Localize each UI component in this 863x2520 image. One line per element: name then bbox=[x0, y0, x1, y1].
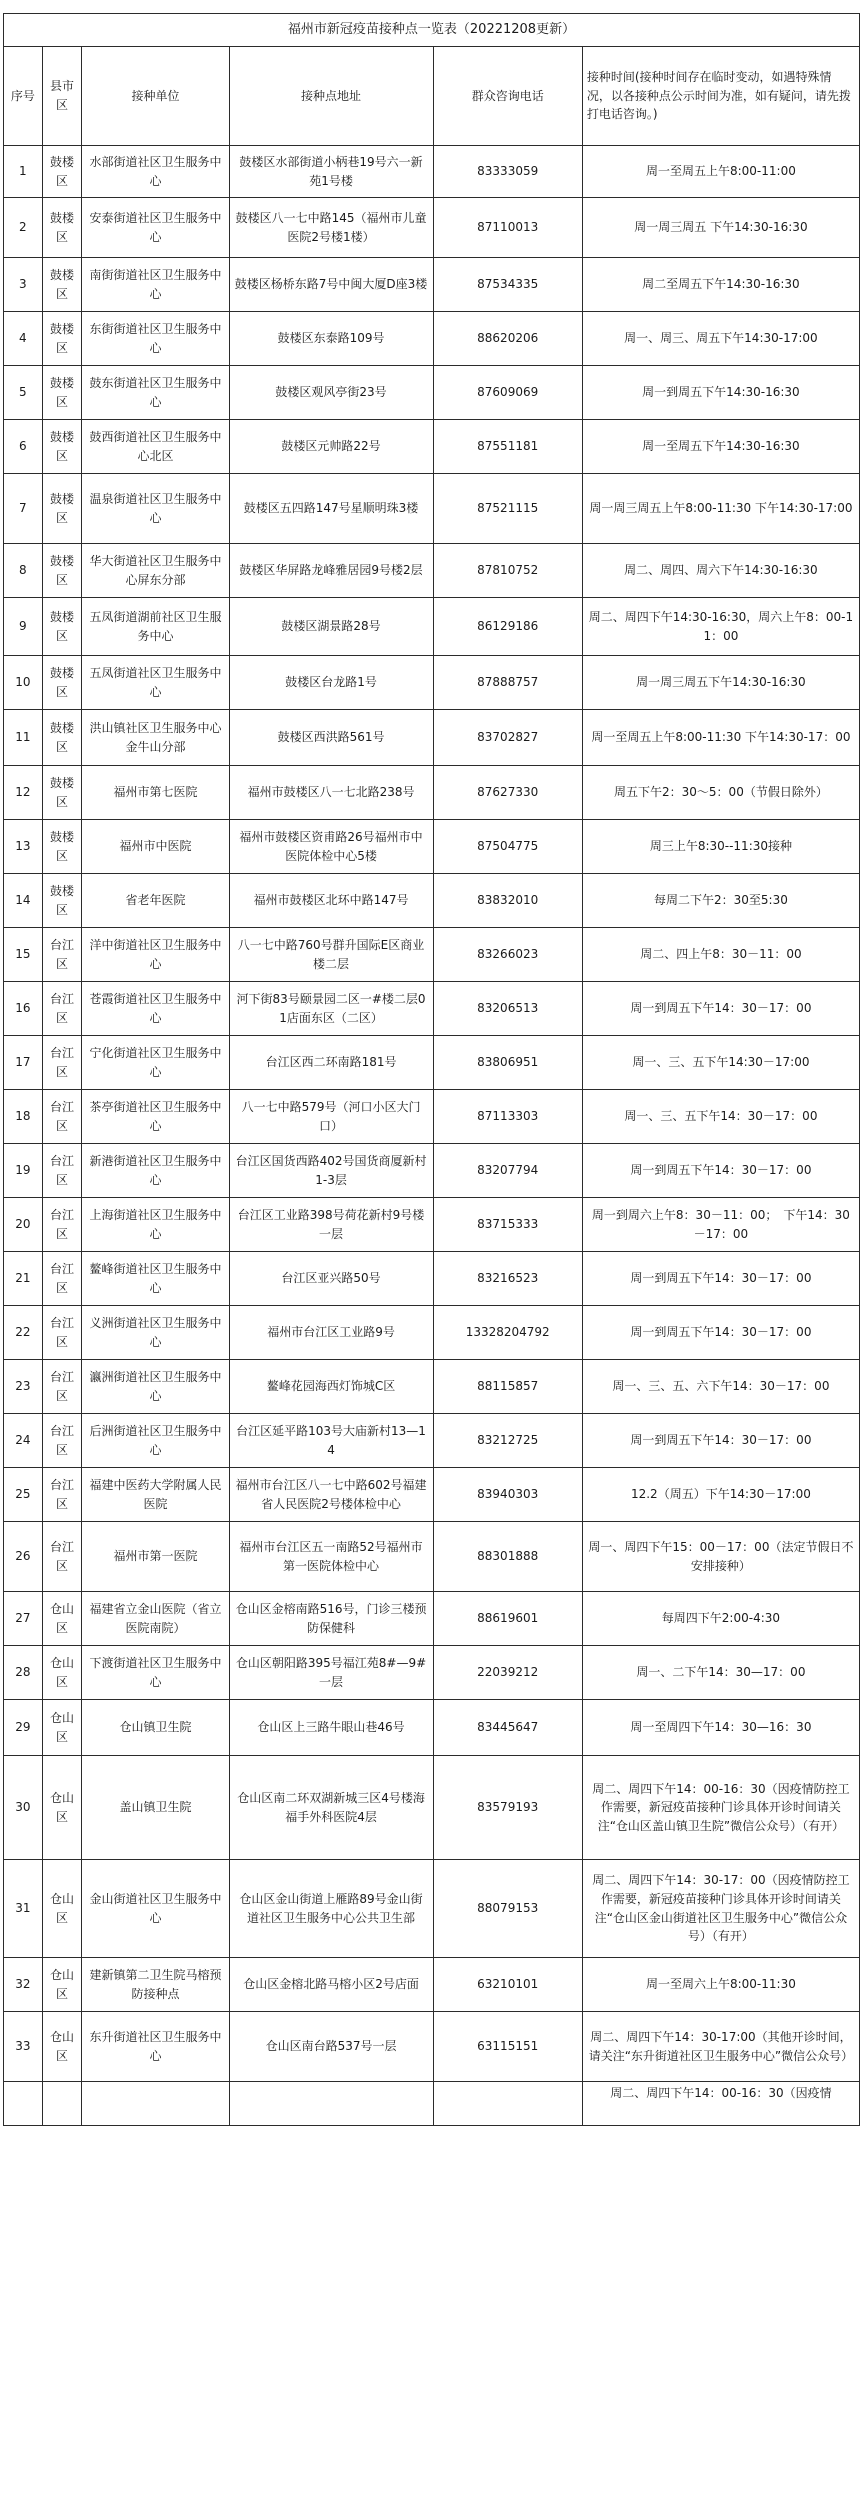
cell-phone: 13328204792 bbox=[433, 1306, 582, 1360]
cell-address: 福州市鼓楼区北环中路147号 bbox=[229, 874, 433, 928]
cell-unit: 鼓西街道社区卫生服务中心北区 bbox=[82, 420, 229, 474]
cell-address: 台江区亚兴路50号 bbox=[229, 1252, 433, 1306]
cell-no: 27 bbox=[4, 1592, 43, 1646]
cell-unit: 水部街道社区卫生服务中心 bbox=[82, 146, 229, 198]
cell-time: 周一至周四下午14：30—16：30 bbox=[582, 1700, 859, 1756]
cell-district: 鼓楼区 bbox=[42, 146, 82, 198]
cell-address: 鼓楼区八一七中路145（福州市儿童医院2号楼1楼） bbox=[229, 198, 433, 258]
table-row bbox=[4, 710, 860, 766]
cell-district: 台江区 bbox=[42, 1198, 82, 1252]
cell-unit: 华大街道社区卫生服务中心屏东分部 bbox=[82, 544, 229, 598]
cell-phone: 83266023 bbox=[433, 928, 582, 982]
cell-unit: 仓山镇卫生院 bbox=[82, 1700, 229, 1756]
cell-district: 鼓楼区 bbox=[42, 544, 82, 598]
cell-phone bbox=[433, 2082, 582, 2126]
table-row bbox=[4, 198, 860, 258]
cell-district: 台江区 bbox=[42, 982, 82, 1036]
cell-phone: 83445647 bbox=[433, 1700, 582, 1756]
cell-address: 台江区西二环南路181号 bbox=[229, 1036, 433, 1090]
cell-unit: 新港街道社区卫生服务中心 bbox=[82, 1144, 229, 1198]
cell-time: 周一到周五下午14：30－17：00 bbox=[582, 1252, 859, 1306]
cell-time: 周二、周四下午14：30-17：00（因疫情防控工作需要，新冠疫苗接种门诊具体开诊时间请关注“仓山区金山街道社区卫生服务中心”微信公众号）（有开） bbox=[582, 1860, 859, 1958]
table-row bbox=[4, 1756, 860, 1860]
cell-district: 鼓楼区 bbox=[42, 598, 82, 656]
table-row bbox=[4, 928, 860, 982]
cell-unit: 五凤街道湖前社区卫生服务中心 bbox=[82, 598, 229, 656]
cell-no: 3 bbox=[4, 258, 43, 312]
cell-district: 台江区 bbox=[42, 1144, 82, 1198]
cell-address: 仓山区上三路牛眼山巷46号 bbox=[229, 1700, 433, 1756]
cell-time: 周二、周四下午14：00-16：30（因疫情防控工作需要，新冠疫苗接种门诊具体开诊时间请关注“仓山区盖山镇卫生院”微信公众号）（有开） bbox=[582, 1756, 859, 1860]
cell-no: 9 bbox=[4, 598, 43, 656]
cell-unit: 洋中街道社区卫生服务中心 bbox=[82, 928, 229, 982]
cell-address: 仓山区南台路537号一层 bbox=[229, 2012, 433, 2082]
cell-unit: 鼓东街道社区卫生服务中心 bbox=[82, 366, 229, 420]
cell-phone: 83832010 bbox=[433, 874, 582, 928]
cell-unit: 茶亭街道社区卫生服务中心 bbox=[82, 1090, 229, 1144]
cell-unit: 福州市第一医院 bbox=[82, 1522, 229, 1592]
table-row bbox=[4, 1090, 860, 1144]
cell-unit: 下渡街道社区卫生服务中心 bbox=[82, 1646, 229, 1700]
cell-time: 周一周三周五上午8:00-11:30 下午14:30-17:00 bbox=[582, 474, 859, 544]
cell-no: 13 bbox=[4, 820, 43, 874]
cell-no: 14 bbox=[4, 874, 43, 928]
cell-unit: 苍霞街道社区卫生服务中心 bbox=[82, 982, 229, 1036]
table-title: 福州市新冠疫苗接种点一览表（20221208更新） bbox=[4, 14, 860, 47]
col-header-time: 接种时间(接种时间存在临时变动，如遇特殊情况，以各接种点公示时间为准，如有疑问，请先拨打电话咨询。) bbox=[582, 47, 859, 146]
cell-district: 台江区 bbox=[42, 1306, 82, 1360]
table-row bbox=[4, 1360, 860, 1414]
cell-no: 28 bbox=[4, 1646, 43, 1700]
cell-no: 29 bbox=[4, 1700, 43, 1756]
table-row bbox=[4, 2082, 860, 2126]
table-row bbox=[4, 1144, 860, 1198]
cell-phone: 87810752 bbox=[433, 544, 582, 598]
cell-no: 19 bbox=[4, 1144, 43, 1198]
cell-unit: 福州市中医院 bbox=[82, 820, 229, 874]
cell-unit: 省老年医院 bbox=[82, 874, 229, 928]
vaccination-sites-table bbox=[3, 13, 860, 2126]
cell-district: 鼓楼区 bbox=[42, 198, 82, 258]
cell-time: 周五下午2：30～5：00（节假日除外） bbox=[582, 766, 859, 820]
cell-phone: 63115151 bbox=[433, 2012, 582, 2082]
cell-no: 23 bbox=[4, 1360, 43, 1414]
cell-phone: 83207794 bbox=[433, 1144, 582, 1198]
cell-time: 周一、三、五下午14:30－17:00 bbox=[582, 1036, 859, 1090]
cell-address: 鳌峰花园海西灯饰城C区 bbox=[229, 1360, 433, 1414]
cell-unit: 金山街道社区卫生服务中心 bbox=[82, 1860, 229, 1958]
table-row bbox=[4, 1958, 860, 2012]
cell-no: 31 bbox=[4, 1860, 43, 1958]
col-header-no: 序号 bbox=[4, 47, 43, 146]
cell-time: 周一周三周五下午14:30-16:30 bbox=[582, 656, 859, 710]
cell-address: 鼓楼区湖景路28号 bbox=[229, 598, 433, 656]
cell-district: 鼓楼区 bbox=[42, 258, 82, 312]
cell-no: 15 bbox=[4, 928, 43, 982]
col-header-address: 接种点地址 bbox=[229, 47, 433, 146]
table-row bbox=[4, 312, 860, 366]
cell-address: 鼓楼区五四路147号星顺明珠3楼 bbox=[229, 474, 433, 544]
cell-unit: 五凤街道社区卫生服务中心 bbox=[82, 656, 229, 710]
cell-phone: 87110013 bbox=[433, 198, 582, 258]
table-row bbox=[4, 820, 860, 874]
cell-address: 鼓楼区元帅路22号 bbox=[229, 420, 433, 474]
cell-unit: 福州市第七医院 bbox=[82, 766, 229, 820]
cell-time: 每周二下午2：30至5:30 bbox=[582, 874, 859, 928]
table-row bbox=[4, 1522, 860, 1592]
table-row bbox=[4, 1700, 860, 1756]
cell-no: 33 bbox=[4, 2012, 43, 2082]
cell-district: 鼓楼区 bbox=[42, 656, 82, 710]
table-row bbox=[4, 982, 860, 1036]
table-row bbox=[4, 766, 860, 820]
cell-phone: 83579193 bbox=[433, 1756, 582, 1860]
cell-time: 周二、四上午8：30－11：00 bbox=[582, 928, 859, 982]
cell-address: 鼓楼区西洪路561号 bbox=[229, 710, 433, 766]
cell-phone: 87113303 bbox=[433, 1090, 582, 1144]
cell-address: 福州市台江区五一南路52号福州市第一医院体检中心 bbox=[229, 1522, 433, 1592]
cell-time: 周三上午8:30--11:30接种 bbox=[582, 820, 859, 874]
cell-phone: 87551181 bbox=[433, 420, 582, 474]
cell-address: 鼓楼区东泰路109号 bbox=[229, 312, 433, 366]
cell-unit: 东街街道社区卫生服务中心 bbox=[82, 312, 229, 366]
cell-phone: 87627330 bbox=[433, 766, 582, 820]
cell-district: 仓山区 bbox=[42, 1700, 82, 1756]
cell-unit: 建新镇第二卫生院马榕预防接种点 bbox=[82, 1958, 229, 2012]
table-row bbox=[4, 1306, 860, 1360]
cell-time: 周一、三、五、六下午14：30－17：00 bbox=[582, 1360, 859, 1414]
cell-address: 福州市鼓楼区资甫路26号福州市中医院体检中心5楼 bbox=[229, 820, 433, 874]
cell-no: 7 bbox=[4, 474, 43, 544]
cell-unit: 福建省立金山医院（省立医院南院） bbox=[82, 1592, 229, 1646]
cell-address: 福州市台江区工业路9号 bbox=[229, 1306, 433, 1360]
cell-district: 鼓楼区 bbox=[42, 366, 82, 420]
cell-phone: 83333059 bbox=[433, 146, 582, 198]
cell-district: 仓山区 bbox=[42, 1646, 82, 1700]
cell-no: 4 bbox=[4, 312, 43, 366]
cell-time: 每周四下午2:00-4:30 bbox=[582, 1592, 859, 1646]
table-row bbox=[4, 1646, 860, 1700]
cell-district: 仓山区 bbox=[42, 1592, 82, 1646]
table-row bbox=[4, 1592, 860, 1646]
table-row bbox=[4, 1036, 860, 1090]
table-row bbox=[4, 146, 860, 198]
cell-phone: 88115857 bbox=[433, 1360, 582, 1414]
table-row bbox=[4, 656, 860, 710]
cell-unit: 福建中医药大学附属人民医院 bbox=[82, 1468, 229, 1522]
cell-unit: 义洲街道社区卫生服务中心 bbox=[82, 1306, 229, 1360]
cell-time: 周一至周六上午8:00-11:30 bbox=[582, 1958, 859, 2012]
cell-no: 21 bbox=[4, 1252, 43, 1306]
cell-time: 周二、周四下午14：30-17:00（其他开诊时间，请关注“东升街道社区卫生服务中心”微信公众号） bbox=[582, 2012, 859, 2082]
cell-no: 25 bbox=[4, 1468, 43, 1522]
cell-no bbox=[4, 2082, 43, 2126]
col-header-phone: 群众咨询电话 bbox=[433, 47, 582, 146]
cell-address bbox=[229, 2082, 433, 2126]
table-row bbox=[4, 544, 860, 598]
cell-time: 周二、周四、周六下午14:30-16:30 bbox=[582, 544, 859, 598]
table-row bbox=[4, 258, 860, 312]
table-row bbox=[4, 1198, 860, 1252]
cell-district: 台江区 bbox=[42, 1522, 82, 1592]
cell-phone: 88079153 bbox=[433, 1860, 582, 1958]
cell-address: 八一七中路579号（河口小区大门口） bbox=[229, 1090, 433, 1144]
cell-district bbox=[42, 2082, 82, 2126]
cell-no: 20 bbox=[4, 1198, 43, 1252]
table-row bbox=[4, 366, 860, 420]
cell-no: 11 bbox=[4, 710, 43, 766]
cell-time: 周一至周五上午8:00-11:00 bbox=[582, 146, 859, 198]
cell-time: 周一到周五下午14：30－17：00 bbox=[582, 1144, 859, 1198]
table-row bbox=[4, 420, 860, 474]
cell-time: 周一到周五下午14：30－17：00 bbox=[582, 982, 859, 1036]
cell-district: 鼓楼区 bbox=[42, 766, 82, 820]
cell-phone: 87609069 bbox=[433, 366, 582, 420]
cell-unit: 瀛洲街道社区卫生服务中心 bbox=[82, 1360, 229, 1414]
table-row bbox=[4, 1860, 860, 1958]
cell-time: 周一、周四下午15：00－17：00（法定节假日不安排接种） bbox=[582, 1522, 859, 1592]
cell-address: 台江区国货西路402号国货商厦新村1-3层 bbox=[229, 1144, 433, 1198]
table-row bbox=[4, 1468, 860, 1522]
cell-unit: 盖山镇卫生院 bbox=[82, 1756, 229, 1860]
cell-unit: 洪山镇社区卫生服务中心金牛山分部 bbox=[82, 710, 229, 766]
table-body bbox=[4, 146, 860, 2126]
cell-address: 台江区延平路103号大庙新村13—14 bbox=[229, 1414, 433, 1468]
cell-no: 26 bbox=[4, 1522, 43, 1592]
cell-district: 台江区 bbox=[42, 1360, 82, 1414]
cell-phone: 86129186 bbox=[433, 598, 582, 656]
cell-phone: 83715333 bbox=[433, 1198, 582, 1252]
cell-phone: 83216523 bbox=[433, 1252, 582, 1306]
cell-district: 仓山区 bbox=[42, 2012, 82, 2082]
cell-phone: 88620206 bbox=[433, 312, 582, 366]
cell-no: 30 bbox=[4, 1756, 43, 1860]
cell-address: 台江区工业路398号荷花新村9号楼一层 bbox=[229, 1198, 433, 1252]
table-row bbox=[4, 1414, 860, 1468]
cell-unit bbox=[82, 2082, 229, 2126]
cell-time: 周一到周五下午14：30－17：00 bbox=[582, 1306, 859, 1360]
cell-time: 周一至周五上午8:00-11:30 下午14:30-17：00 bbox=[582, 710, 859, 766]
cell-district: 台江区 bbox=[42, 1090, 82, 1144]
cell-no: 1 bbox=[4, 146, 43, 198]
cell-time: 12.2（周五）下午14:30－17:00 bbox=[582, 1468, 859, 1522]
cell-district: 鼓楼区 bbox=[42, 820, 82, 874]
cell-no: 5 bbox=[4, 366, 43, 420]
cell-address: 河下街83号颐景园二区一#楼二层01店面东区（二区） bbox=[229, 982, 433, 1036]
cell-phone: 87521115 bbox=[433, 474, 582, 544]
cell-district: 台江区 bbox=[42, 928, 82, 982]
cell-phone: 87534335 bbox=[433, 258, 582, 312]
cell-district: 台江区 bbox=[42, 1036, 82, 1090]
table-row bbox=[4, 2012, 860, 2082]
cell-no: 24 bbox=[4, 1414, 43, 1468]
cell-district: 鼓楼区 bbox=[42, 420, 82, 474]
cell-time: 周一到周五下午14:30-16:30 bbox=[582, 366, 859, 420]
cell-district: 鼓楼区 bbox=[42, 312, 82, 366]
cell-no: 17 bbox=[4, 1036, 43, 1090]
cell-district: 仓山区 bbox=[42, 1958, 82, 2012]
cell-time: 周一、三、五下午14：30－17：00 bbox=[582, 1090, 859, 1144]
cell-time: 周二、周四下午14:30-16:30，周六上午8：00-11：00 bbox=[582, 598, 859, 656]
cell-district: 台江区 bbox=[42, 1414, 82, 1468]
cell-phone: 83940303 bbox=[433, 1468, 582, 1522]
cell-time: 周一至周五下午14:30-16:30 bbox=[582, 420, 859, 474]
cell-phone: 87504775 bbox=[433, 820, 582, 874]
cell-phone: 87888757 bbox=[433, 656, 582, 710]
cell-address: 福州市鼓楼区八一七北路238号 bbox=[229, 766, 433, 820]
cell-address: 福州市台江区八一七中路602号福建省人民医院2号楼体检中心 bbox=[229, 1468, 433, 1522]
col-header-district: 县市区 bbox=[42, 47, 82, 146]
cell-district: 鼓楼区 bbox=[42, 474, 82, 544]
table-row bbox=[4, 474, 860, 544]
cell-district: 鼓楼区 bbox=[42, 710, 82, 766]
cell-no: 18 bbox=[4, 1090, 43, 1144]
cell-phone: 63210101 bbox=[433, 1958, 582, 2012]
cell-phone: 83212725 bbox=[433, 1414, 582, 1468]
cell-time: 周二至周五下午14:30-16:30 bbox=[582, 258, 859, 312]
cell-time: 周一到周五下午14：30－17：00 bbox=[582, 1414, 859, 1468]
cell-district: 仓山区 bbox=[42, 1860, 82, 1958]
table-row bbox=[4, 874, 860, 928]
cell-time: 周一到周六上午8：30－11：00； 下午14：30－17：00 bbox=[582, 1198, 859, 1252]
cell-unit: 安泰街道社区卫生服务中心 bbox=[82, 198, 229, 258]
cell-address: 鼓楼区杨桥东路7号中闽大厦D座3楼 bbox=[229, 258, 433, 312]
cell-phone: 83806951 bbox=[433, 1036, 582, 1090]
cell-unit: 温泉街道社区卫生服务中心 bbox=[82, 474, 229, 544]
cell-no: 22 bbox=[4, 1306, 43, 1360]
cell-address: 仓山区金山街道上雁路89号金山街道社区卫生服务中心公共卫生部 bbox=[229, 1860, 433, 1958]
cell-address: 鼓楼区水部街道小柄巷19号六一新苑1号楼 bbox=[229, 146, 433, 198]
cell-time: 周一、周三、周五下午14:30-17:00 bbox=[582, 312, 859, 366]
cell-district: 鼓楼区 bbox=[42, 874, 82, 928]
cell-district: 台江区 bbox=[42, 1252, 82, 1306]
cell-time: 周二、周四下午14：00-16：30（因疫情 bbox=[582, 2082, 859, 2126]
cell-address: 仓山区南二环双湖新城三区4号楼海福手外科医院4层 bbox=[229, 1756, 433, 1860]
cell-unit: 鳌峰街道社区卫生服务中心 bbox=[82, 1252, 229, 1306]
cell-unit: 宁化街道社区卫生服务中心 bbox=[82, 1036, 229, 1090]
cell-time: 周一周三周五 下午14:30-16:30 bbox=[582, 198, 859, 258]
table-row bbox=[4, 1252, 860, 1306]
cell-no: 16 bbox=[4, 982, 43, 1036]
header-row bbox=[4, 47, 860, 146]
cell-district: 台江区 bbox=[42, 1468, 82, 1522]
cell-no: 2 bbox=[4, 198, 43, 258]
cell-no: 10 bbox=[4, 656, 43, 710]
cell-no: 12 bbox=[4, 766, 43, 820]
cell-unit: 后洲街道社区卫生服务中心 bbox=[82, 1414, 229, 1468]
cell-no: 6 bbox=[4, 420, 43, 474]
cell-phone: 88301888 bbox=[433, 1522, 582, 1592]
cell-address: 仓山区朝阳路395号福江苑8#—9#一层 bbox=[229, 1646, 433, 1700]
cell-address: 仓山区金榕北路马榕小区2号店面 bbox=[229, 1958, 433, 2012]
cell-unit: 上海街道社区卫生服务中心 bbox=[82, 1198, 229, 1252]
cell-address: 八一七中路760号群升国际E区商业楼二层 bbox=[229, 928, 433, 982]
cell-phone: 22039212 bbox=[433, 1646, 582, 1700]
cell-no: 32 bbox=[4, 1958, 43, 2012]
cell-address: 鼓楼区华屏路龙峰雅居园9号楼2层 bbox=[229, 544, 433, 598]
cell-unit: 东升街道社区卫生服务中心 bbox=[82, 2012, 229, 2082]
cell-address: 鼓楼区观风亭街23号 bbox=[229, 366, 433, 420]
cell-time: 周一、二下午14：30—17：00 bbox=[582, 1646, 859, 1700]
table-row bbox=[4, 598, 860, 656]
cell-phone: 88619601 bbox=[433, 1592, 582, 1646]
cell-phone: 83206513 bbox=[433, 982, 582, 1036]
cell-phone: 83702827 bbox=[433, 710, 582, 766]
cell-address: 仓山区金榕南路516号，门诊三楼预防保健科 bbox=[229, 1592, 433, 1646]
cell-district: 仓山区 bbox=[42, 1756, 82, 1860]
cell-unit: 南街街道社区卫生服务中心 bbox=[82, 258, 229, 312]
cell-no: 8 bbox=[4, 544, 43, 598]
cell-address: 鼓楼区台龙路1号 bbox=[229, 656, 433, 710]
col-header-unit: 接种单位 bbox=[82, 47, 229, 146]
